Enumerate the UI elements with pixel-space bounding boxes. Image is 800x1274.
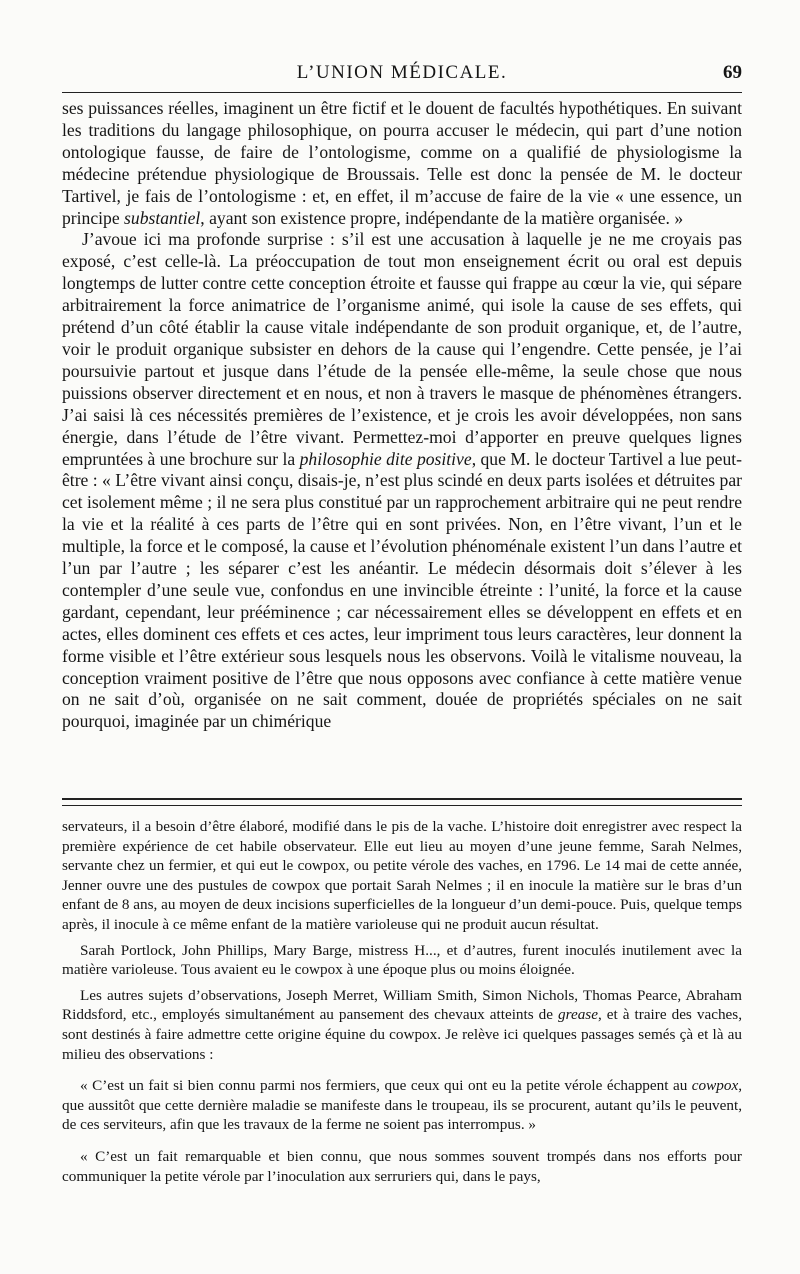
italic-term: grease — [558, 1006, 598, 1024]
main-paragraph-1 — [62, 98, 742, 229]
footnote-paragraph-3 — [62, 986, 742, 1064]
page-header — [62, 60, 742, 90]
main-paragraph-2 — [62, 229, 742, 733]
text-span: J’avoue ici ma profonde surprise : s’il est une accusation à laquelle je ne me croyais pas exposé, c’est celle-là. La préoccupation de tout mon enseignement écrit ou oral est depuis longtemps de lutter contre cette conception étroite et fausse qui frappe au cœur la vie, qui sépare arbitrairement la force animatrice de l’organisme animé, qui isole la cause de ses effets, qui prétend d’un côté établir la cause vitale indépendante de son produit organique, et, de l’autre, voir le produit organique subsister en dehors de la cause qui l’engendre. Cette pensée, je l’ai poursuivie partout et jusque dans l’étude de la pensée elle-même, la seule chose que nous puissions observer directement et en nous, et non à travers le masque de phénomènes étrangers. J’ai saisi là ces nécessités premières de l’existence, et je crois les avoir développées, non sans énergie, dans l’étude de l’être vivant. Permettez-moi d’apporter en preuve quelques lignes empruntées à une brochure sur la — [62, 229, 742, 469]
text-span: ses puissances réelles, imaginent un être fictif et le douent de facultés hypothétiques. En suivant les traditions du langage philosophique, on pourra accuser le médecin, qui part d’une notion ontologique fausse, de faire de l’ontologisme, comme on a qualifié de physiologisme la médecine prétendue physiologique de Broussais. Telle est donc la pensée de M. le docteur Tartivel, je fais de l’ontologisme : et, en effet, il m’accuse de faire de la vie « une essence, un principe — [62, 98, 742, 228]
footnote-paragraph-4 — [62, 1076, 742, 1135]
text-span: « C’est un fait si bien connu parmi nos fermiers, que ceux qui ont eu la petite vérole échappent au — [80, 1077, 692, 1095]
main-text — [62, 98, 742, 733]
running-title: L’UNION MÉDICALE. — [296, 62, 508, 83]
text-span: , ayant son existence propre, indépendante de la matière organisée. » — [200, 207, 684, 228]
text-span: , que M. le docteur Tartivel a lue peut-être : « L’être vivant ainsi conçu, disais-je, n’est plus scindé en deux parts isolées et détruites par cet isolement même ; il ne sera plus constitué par un rapprochement arbitraire qui ne peut rendre la vie et la réalité à ces parts de l’être qui en sont privées. Non, en l’être vivant, l’un et le multiple, la force et le composé, la cause et l’évolution phénoménale existent l’un dans l’autre et l’un par l’autre ; les séparer c’est les anéantir. Le médecin désormais doit s’élever à les contempler d’une seule vue, confondus en une invincible étreinte : l’unité, la force et la cause gardant, cependant, leur prééminence ; car nécessairement elles se développent en effets et en actes, elles dominent ces effets et ces actes, leur impriment tous leurs caractères, leur donnent la forme visible et l’être extérieur sous lesquels nous les observons. Voilà le vitalisme nouveau, la conception vraiment positive de l’être que nous opposons avec confiance à cette matière venue on ne sait d’où, organisée on ne sait comment, douée de propriétés spéciales on ne sait pourquoi, imaginée par un chimérique — [62, 448, 743, 732]
text-span: Les autres sujets d’observations, Joseph Merret, William Smith, Simon Nichols, Thomas Pearce, Abraham Riddsford, etc., employés simultanément au pansement des chevaux atteints de — [62, 986, 742, 1024]
italic-term: cowpox — [691, 1077, 739, 1095]
text-span: , que aussitôt que cette dernière maladie se manifeste dans le troupeau, ils se procurent, autant qu’ils le peuvent, de ces serviteurs, afin que les travaux de la ferme ne soient pas interrompus. » — [62, 1077, 742, 1134]
footnote-paragraph-5: « C’est un fait remarquable et bien connu, que nous sommes souvent trompés dans nos efforts pour communiquer la petite vérole par l’inoculation aux serruriers qui, dans le pays, — [62, 1147, 742, 1185]
italic-term: substantiel — [124, 207, 201, 228]
italic-title: philosophie dite positive — [299, 448, 472, 469]
footnote-paragraph-2: Sarah Portlock, John Phillips, Mary Barge, mistress H..., et d’autres, furent inoculés inutilement avec la matière varioleuse. Tous avaient eu le cowpox à une époque plus ou moins éloignée. — [62, 941, 742, 979]
footnote-separator — [62, 798, 742, 806]
text-span: , et à traire des vaches, sont destinés à faire admettre cette origine équine du cowpox. Je relève ici quelques passages semés çà et là au milieu des observations : — [62, 1006, 742, 1063]
header-rule — [62, 92, 742, 93]
footnote-paragraph-1: servateurs, il a besoin d’être élaboré, modifié dans le pis de la vache. L’histoire doit enregistrer avec respect la première expérience de cet habile observateur. Elle eut lieu au moyen d’une jeune femme, Sarah Nelmes, servante chez un fermier, et qui eut le cowpox, ou petite vérole des vaches, en 1796. Le 14 mai de cette année, Jenner ouvre une des pustules de cowpox que portait Sarah Nelmes ; il en inocule la matière sur le bras d’un enfant de 8 ans, au moyen de deux incisions superficielles de la longueur d’un demi-pouce. Puis, quelque temps après, il inocule à ce même enfant de la matière varioleuse qui ne produit aucun résultat. — [62, 818, 742, 933]
page-number: 69 — [723, 62, 742, 83]
footnote-text — [62, 817, 742, 1186]
